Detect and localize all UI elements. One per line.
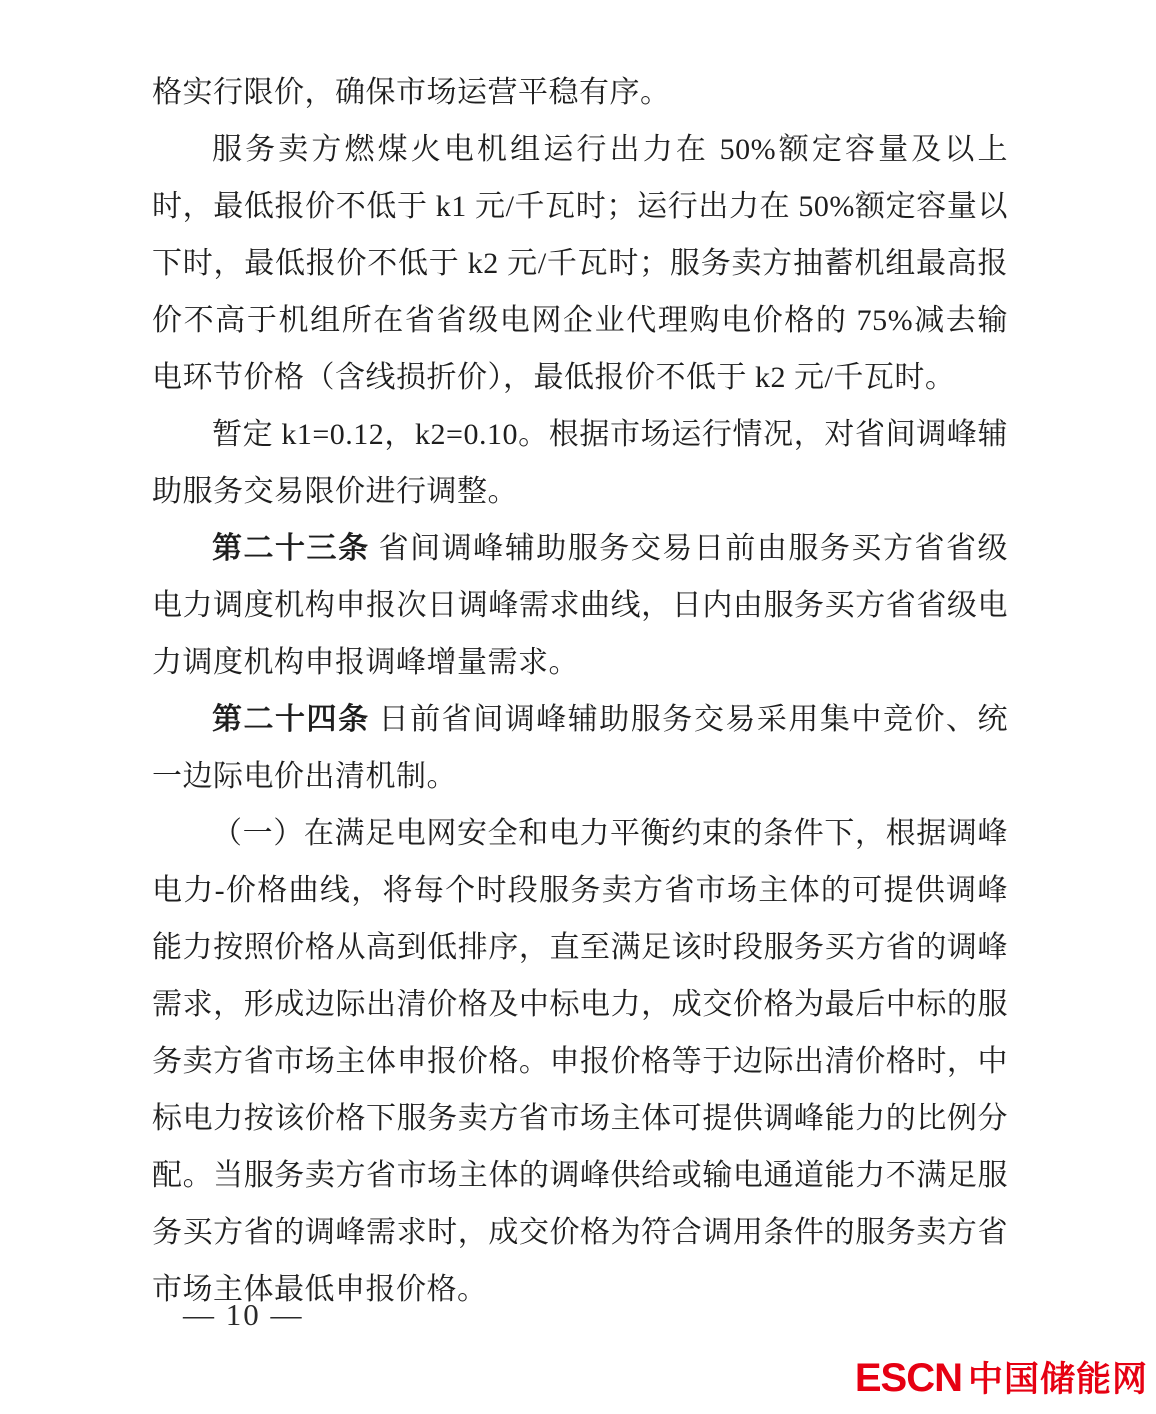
page-number: — 10 — [183, 1297, 304, 1332]
escn-logo-chinese-text: 中国储能网 [967, 1360, 1148, 1399]
article-number: 第二十四条 [212, 703, 370, 736]
escn-watermark-logo [855, 1352, 1148, 1402]
paragraph: 第二十三条 省间调峰辅助服务交易日前由服务买方省省级电力调度机构申报次日调峰需求曲线，日内由服务买方省省级电力调度机构申报调峰增量需求。 [152, 532, 1009, 679]
paragraph: （一）在满足电网安全和电力平衡约束的条件下，根据调峰电力-价格曲线，将每个时段服务卖方省市场主体的可提供调峰能力按照价格从高到低排序，直至满足该时段服务买方省的调峰需求，形成边际出清价格及中标电力，成交价格为最后中标的服务卖方省市场主体申报价格。申报价格等于边际出清价格时，中标电力按该价格下服务卖方省市场主体可提供调峰能力的比例分配。当服务卖方省市场主体的调峰供给或输电通道能力不满足服务买方省的调峰需求时，成交价格为符合调用条件的服务卖方省市场主体最低申报价格。 [152, 817, 1008, 1306]
document-text [152, 64, 1008, 1318]
paragraph: 第二十四条 日前省间调峰辅助服务交易采用集中竞价、统一边际电价出清机制。 [152, 703, 1009, 793]
paragraph: 格实行限价，确保市场运营平稳有序。 [152, 76, 671, 109]
escn-logo-text: ESCN [854, 1356, 962, 1400]
paragraph: 暂定 k1=0.12，k2=0.10。根据市场运行情况，对省间调峰辅助服务交易限价进行调整。 [152, 418, 1008, 508]
article-number: 第二十三条 [212, 532, 370, 565]
paragraph: 服务卖方燃煤火电机组运行出力在 50%额定容量及以上时，最低报价不低于 k1 元/千瓦时；运行出力在 50%额定容量以下时，最低报价不低于 k2 元/千瓦时；服务卖方抽蓄机组最高报价不高于机组所在省省级电网企业代理购电价格的 75%减去输电环节价格（含线损折价），最低报价不低于 k2 元/千瓦时。 [152, 133, 1008, 394]
